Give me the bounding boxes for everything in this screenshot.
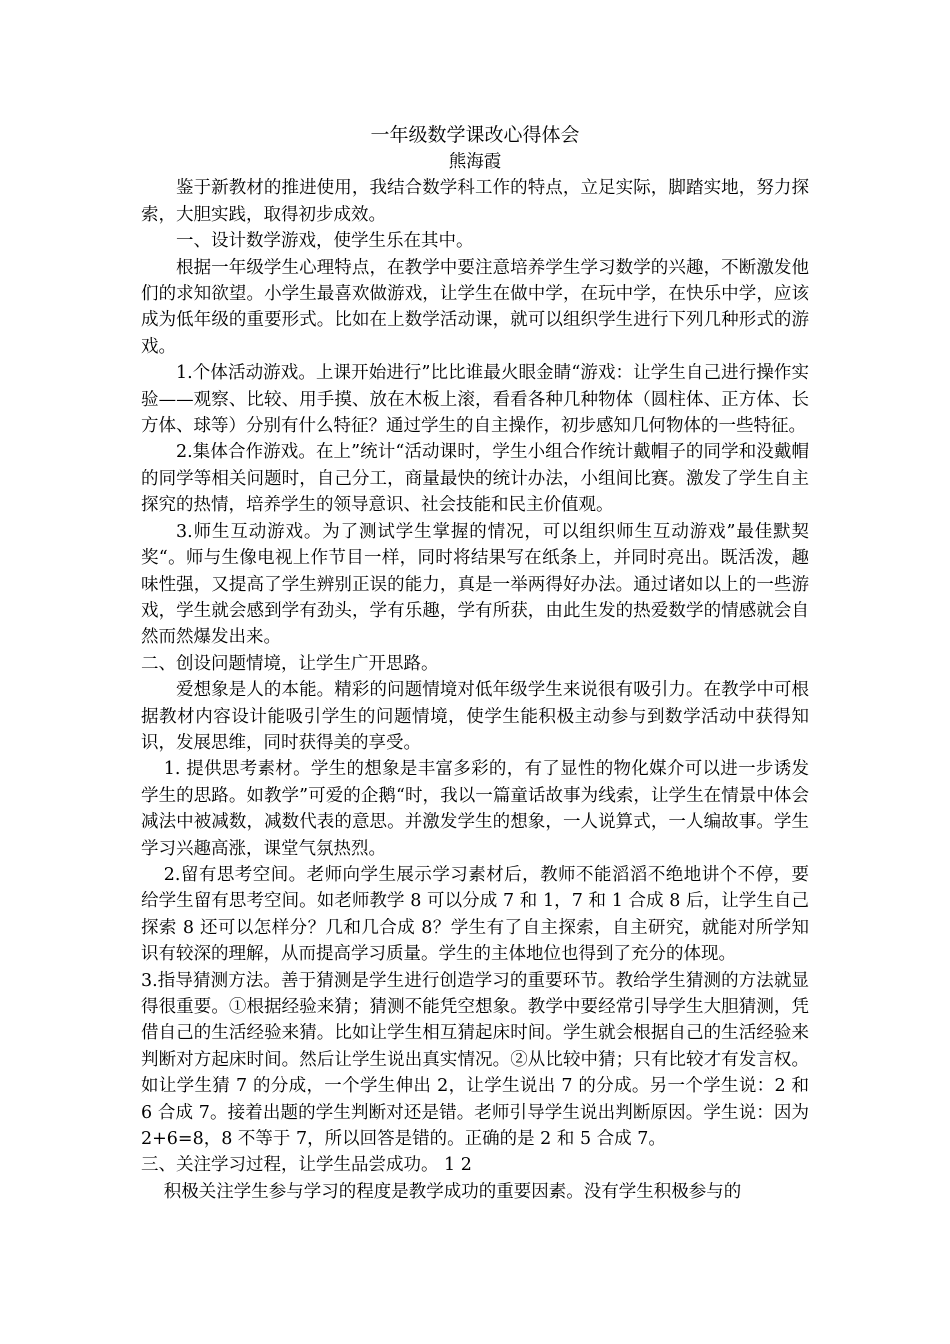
- document-body: [141, 175, 809, 1205]
- document-title: 一年级数学课改心得体会: [370, 124, 580, 146]
- paragraph: 3.师生互动游戏。为了测试学生掌握的情况，可以组织师生互动游戏”最佳默契奖“。师与生像电视上作节目一样，同时将结果写在纸条上，并同时亮出。既活泼，趣味性强，又提高了学生辨别正误的能力，真是一举两得好办法。通过诸如以上的一些游戏，学生就会感到学有劲头，学有乐趣，学有所获，由此生发的热爱数学的情感就会自然而然爆发出来。: [141, 521, 809, 648]
- paragraph: 一、设计数学游戏，使学生乐在其中。: [176, 231, 474, 252]
- paragraph: 2.留有思考空间。老师向学生展示学习素材后，教师不能滔滔不绝地讲个不停，要给学生留有思考空间。如老师教学 8 可以分成 7 和 1，7 和 1 合成 8 后，让学生自己探索 8 还可以怎样分？几和几合成 8？学生有了自主探索，自主研究，就能对所学知识有较深的理解，从而提高学习质量。学生的主体地位也得到了充分的体现。: [141, 864, 809, 965]
- paragraph: 积极关注学生参与学习的程度是教学成功的重要因素。没有学生积极参与的: [163, 1181, 742, 1202]
- paragraph: 3.指导猜测方法。善于猜测是学生进行创造学习的重要环节。教给学生猜测的方法就显得很重要。①根据经验来猜；猜测不能凭空想象。教学中要经常引导学生大胆猜测，凭借自己的生活经验来猜。比如让学生相互猜起床时间。学生就会根据自己的生活经验来判断对方起床时间。然后让学生说出真实情况。②从比较中猜；只有比较才有发言权。如让学生猜 7 的分成，一个学生伸出 2，让学生说出 7 的分成。另一个学生说：2 和 6 合成 7。接着出题的学生判断对还是错。老师引导学生说出判断原因。学生说：因为 2+6=8，8 不等于 7，所以回答是错的。正确的是 2 和 5 合成 7。: [141, 970, 809, 1150]
- paragraph: 根据一年级学生心理特点，在教学中要注意培养学生学习数学的兴趣，不断激发他们的求知欲望。小学生最喜欢做游戏，让学生在做中学，在玩中学，在快乐中学，应该成为低年级的重要形式。比如在上数学活动课，就可以组织学生进行下列几种形式的游戏。: [141, 257, 809, 357]
- paragraph: 三、关注学习过程，让学生品尝成功。 1 2: [141, 1155, 472, 1176]
- paragraph: 2.集体合作游戏。在上”统计“活动课时，学生小组合作统计戴帽子的同学和没戴帽的同学等相关问题时，自己分工，商量最快的统计办法，小组间比赛。激发了学生自主探究的热情，培养学生的领导意识、社会技能和民主价值观。: [141, 442, 809, 516]
- paragraph: 鉴于新教材的推进使用，我结合数学科工作的特点，立足实际，脚踏实地，努力探索，大胆实践，取得初步成效。: [141, 178, 809, 225]
- paragraph: 1.个体活动游戏。上课开始进行”比比谁最火眼金睛“游戏：让学生自己进行操作实验——观察、比较、用手摸、放在木板上滚，看看各种几种物体（圆柱体、正方体、长方体、球等）分别有什么特征？通过学生的自主操作，初步感知几何物体的一些特征。: [141, 363, 809, 437]
- paragraph: 爱想象是人的本能。精彩的问题情境对低年级学生来说很有吸引力。在教学中可根据教材内容设计能吸引学生的问题情境，使学生能积极主动参与到数学活动中获得知识，发展思维，同时获得美的享受。: [141, 680, 809, 753]
- document-page: [141, 122, 809, 1205]
- document-author: 熊海霞: [448, 152, 502, 172]
- paragraph: 二、创设问题情境，让学生广开思路。: [141, 653, 439, 674]
- paragraph: 1. 提供思考素材。学生的想象是丰富多彩的，有了显性的物化媒介可以进一步诱发学生的思路。如教学”可爱的企鹅“时，我以一篇童话故事为线索，让学生在情景中体会减法中被减数，减数代表的意思。并激发学生的想象，一人说算式，一人编故事。学生学习兴趣高涨，课堂气氛热烈。: [141, 759, 809, 859]
